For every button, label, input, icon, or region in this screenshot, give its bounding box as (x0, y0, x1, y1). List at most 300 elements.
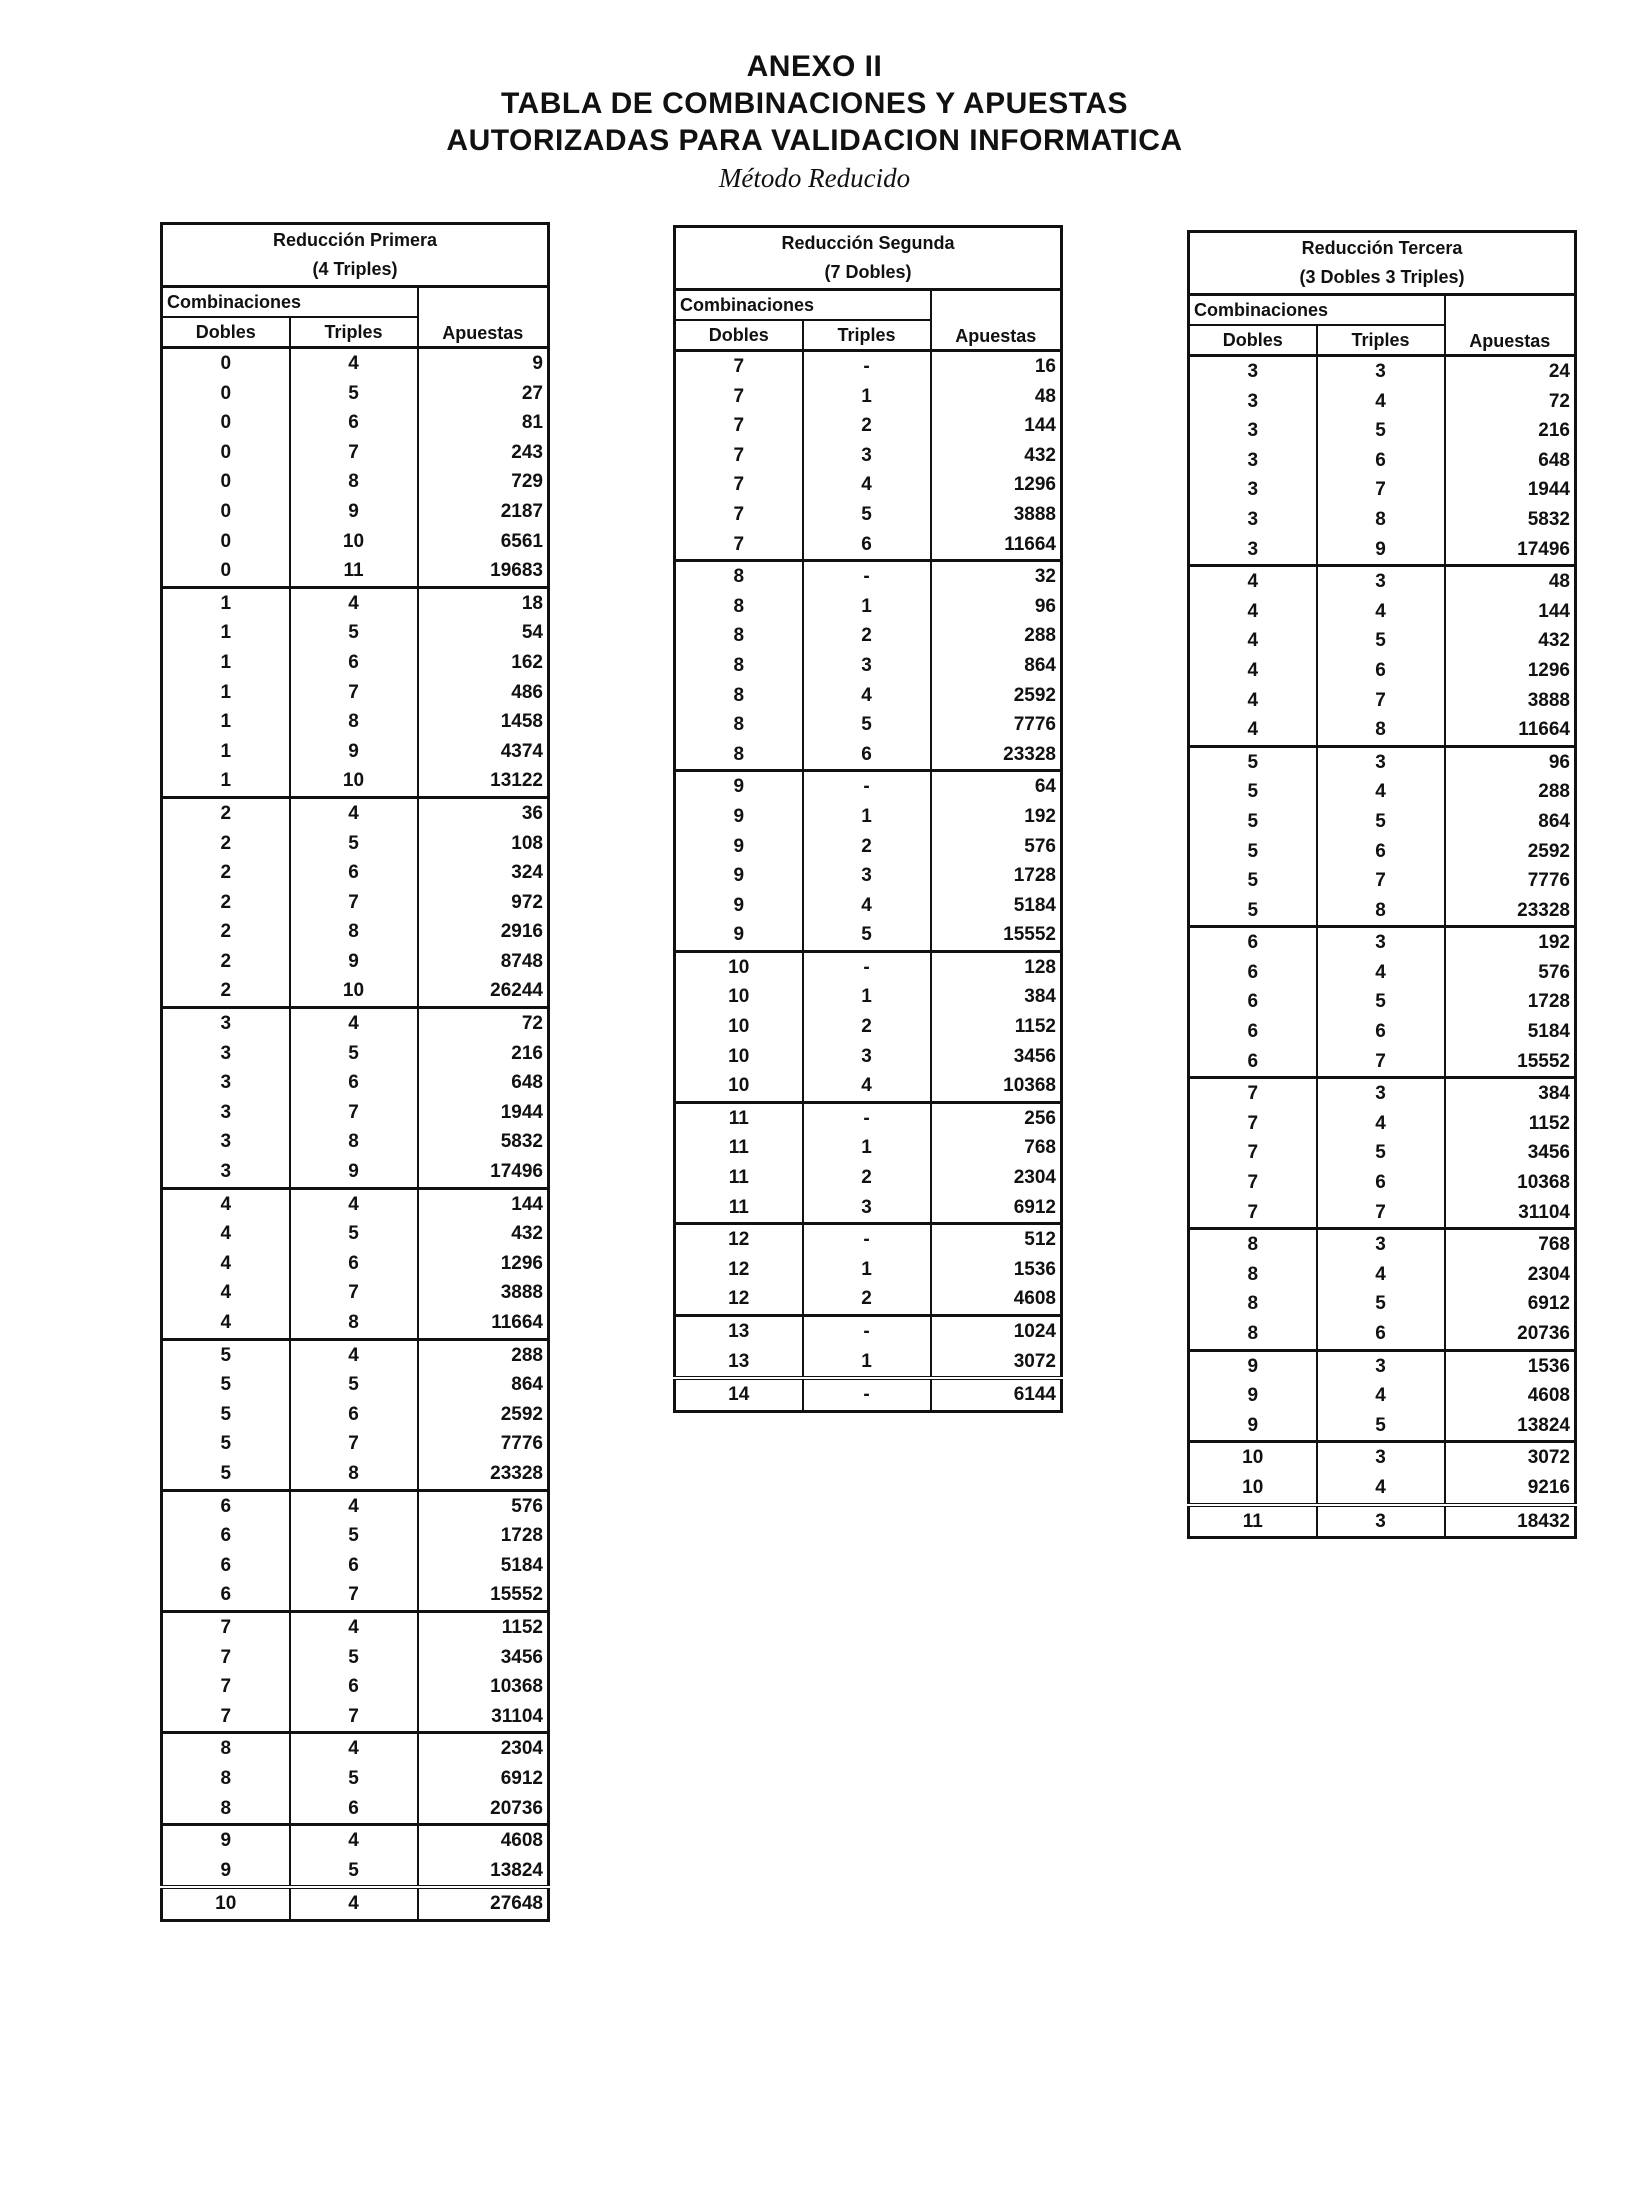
dobles-cell: 8 (675, 621, 803, 651)
triples-cell: 9 (290, 737, 418, 767)
triples-cell: 3 (803, 1193, 931, 1224)
dobles-cell: 7 (1189, 1168, 1317, 1198)
triples-cell: 6 (1317, 1319, 1445, 1350)
apuestas-cell: 2916 (500, 921, 543, 943)
dobles-cell: 8 (675, 710, 803, 740)
triples-cell: 4 (1317, 1473, 1445, 1505)
apuestas-cell: 144 (418, 1188, 549, 1219)
table-row (1189, 777, 1576, 807)
dobles-cell: 5 (162, 1400, 290, 1430)
table-row (162, 1039, 549, 1069)
triples-cell: - (803, 951, 931, 982)
table-row (162, 888, 549, 918)
dobles-cell: 3 (1189, 356, 1317, 387)
dobles-cell: 6 (1189, 987, 1317, 1017)
table-row (675, 710, 1062, 740)
dobles-cell: 1 (162, 618, 290, 648)
table-row (162, 1856, 549, 1888)
apuestas-cell: 192 (1445, 927, 1576, 958)
dobles-cell: 9 (675, 920, 803, 951)
dobles-cell: 10 (675, 1042, 803, 1072)
reduction-detail: (3 Dobles 3 Triples) (1299, 267, 1465, 287)
dobles-cell: 6 (162, 1580, 290, 1611)
dobles-cell: 9 (675, 771, 803, 802)
dobles-cell: 4 (1189, 597, 1317, 627)
dobles-cell: 11 (675, 1102, 803, 1133)
dobles-cell: 8 (675, 651, 803, 681)
triples-cell: 8 (290, 1308, 418, 1339)
dobles-cell: 3 (1189, 535, 1317, 566)
table-row (675, 651, 1062, 681)
dobles-cell: 1 (162, 766, 290, 797)
dobles-cell: 5 (1189, 777, 1317, 807)
triples-cell: 5 (290, 1643, 418, 1673)
dobles-cell: 8 (675, 740, 803, 771)
dobles-cell: 6 (1189, 927, 1317, 958)
dobles-cell: 9 (675, 861, 803, 891)
apuestas-header: Apuestas (1445, 295, 1576, 356)
triples-cell: 3 (1317, 566, 1445, 597)
apuestas-cell: 1152 (1014, 1016, 1056, 1038)
apuestas-cell: 6561 (500, 530, 543, 552)
triples-cell: 3 (1317, 746, 1445, 777)
reduccion-tercera-table (1187, 230, 1577, 1539)
table-row (162, 1098, 549, 1128)
triples-cell: 6 (290, 1249, 418, 1279)
triples-cell: 6 (803, 530, 931, 561)
dobles-cell: 2 (162, 797, 290, 828)
apuestas-cell: 23328 (1517, 899, 1570, 921)
triples-cell: 4 (1317, 777, 1445, 807)
table-row (162, 1580, 549, 1611)
triples-cell: 2 (803, 1012, 931, 1042)
apuestas-cell: 19683 (490, 560, 543, 582)
table-row (1189, 626, 1576, 656)
combinaciones-header: Combinaciones (675, 290, 931, 321)
triples-cell: 4 (290, 1611, 418, 1642)
triples-cell: 8 (1317, 715, 1445, 746)
table-row (162, 1643, 549, 1673)
table-row (162, 1370, 549, 1400)
triples-cell: 5 (1317, 807, 1445, 837)
triples-cell: 7 (290, 1702, 418, 1733)
apuestas-cell: 7776 (500, 1433, 543, 1455)
triples-cell: 4 (290, 1887, 418, 1920)
table-row (162, 587, 549, 618)
dobles-cell: 7 (1189, 1078, 1317, 1109)
triples-cell: 3 (1317, 356, 1445, 387)
triples-cell: - (803, 1378, 931, 1411)
dobles-cell: 7 (162, 1611, 290, 1642)
reduction-name: Reducción Tercera (1301, 238, 1463, 258)
table-row (675, 1193, 1062, 1224)
triples-cell: 7 (1317, 1047, 1445, 1078)
dobles-cell: 5 (162, 1459, 290, 1490)
reduction-name: Reducción Primera (272, 230, 438, 250)
apuestas-cell: 3072 (1013, 1350, 1056, 1372)
triples-cell: 4 (290, 1008, 418, 1039)
apuestas-cell: 5184 (1527, 1021, 1570, 1043)
apuestas-cell: 24 (1548, 361, 1570, 382)
triples-cell: 3 (1317, 1078, 1445, 1109)
table-row (675, 1224, 1062, 1255)
table-row (675, 1042, 1062, 1072)
table-row (1189, 958, 1576, 988)
apuestas-cell: 216 (511, 1042, 543, 1064)
apuestas-cell: 768 (1024, 1137, 1056, 1159)
triples-cell: - (803, 351, 931, 382)
apuestas-cell: 5832 (500, 1131, 543, 1153)
apuestas-cell: 4608 (1013, 1288, 1056, 1310)
apuestas-cell: 31104 (491, 1705, 543, 1727)
triples-cell: 4 (290, 1490, 418, 1521)
table-row (162, 1551, 549, 1581)
table-row (162, 379, 549, 409)
table-row (162, 1219, 549, 1249)
triples-cell: 4 (290, 348, 418, 379)
dobles-cell: 1 (162, 707, 290, 737)
dobles-cell: 10 (675, 951, 803, 982)
dobles-cell: 8 (675, 561, 803, 592)
table-row (1189, 746, 1576, 777)
apuestas-cell: 96 (1445, 746, 1576, 777)
apuestas-cell: 15552 (1003, 924, 1056, 946)
table-row (162, 438, 549, 468)
triples-cell: 5 (1317, 1411, 1445, 1442)
triples-cell: 6 (1317, 1168, 1445, 1198)
triples-cell: 5 (803, 710, 931, 740)
triples-cell: 3 (803, 441, 931, 471)
apuestas-cell: 10368 (1003, 1075, 1056, 1097)
apuestas-cell: 10368 (1517, 1172, 1570, 1194)
table-row (1189, 475, 1576, 505)
table-row (1189, 656, 1576, 686)
triples-cell: 6 (1317, 656, 1445, 686)
apuestas-header: Apuestas (931, 290, 1062, 351)
triples-cell: 6 (290, 1400, 418, 1430)
apuestas-cell: 486 (511, 681, 543, 703)
triples-cell: 5 (1317, 1289, 1445, 1319)
triples-cell: 8 (290, 467, 418, 497)
dobles-cell: 8 (1189, 1319, 1317, 1350)
apuestas-cell: 2592 (1013, 684, 1056, 706)
triples-cell: 4 (290, 1188, 418, 1219)
triples-cell: 1 (803, 1255, 931, 1285)
table-row (675, 621, 1062, 651)
triples-cell: 8 (1317, 896, 1445, 927)
dobles-cell: 0 (162, 497, 290, 527)
table-row (1189, 987, 1576, 1017)
table-row (162, 917, 549, 947)
table-row (675, 1347, 1062, 1379)
triples-cell: 9 (1317, 535, 1445, 566)
table-row (162, 1127, 549, 1157)
dobles-cell: 7 (1189, 1138, 1317, 1168)
triples-cell: 1 (803, 802, 931, 832)
apuestas-cell: 2187 (500, 500, 543, 522)
triples-cell: 3 (1317, 927, 1445, 958)
dobles-cell: 4 (162, 1249, 290, 1279)
apuestas-cell: 6912 (500, 1767, 543, 1789)
dobles-cell: 2 (162, 976, 290, 1007)
dobles-cell: 7 (675, 351, 803, 382)
apuestas-cell: 23328 (1003, 743, 1056, 765)
dobles-cell: 3 (162, 1127, 290, 1157)
dobles-cell: 5 (162, 1370, 290, 1400)
dobles-cell: 1 (162, 678, 290, 708)
table-row (162, 976, 549, 1007)
dobles-cell: 5 (1189, 807, 1317, 837)
dobles-cell: 7 (1189, 1198, 1317, 1229)
apuestas-cell: 6912 (1013, 1196, 1056, 1218)
triples-cell: 5 (1317, 987, 1445, 1017)
apuestas-cell: 384 (1024, 986, 1056, 1008)
table-row (675, 1071, 1062, 1102)
triples-cell: 5 (290, 1370, 418, 1400)
triples-cell: 6 (290, 858, 418, 888)
table-row (162, 737, 549, 767)
dobles-cell: 5 (1189, 746, 1317, 777)
triples-cell: - (803, 1102, 931, 1133)
dobles-cell: 9 (675, 891, 803, 921)
table-row (162, 1794, 549, 1825)
dobles-cell: 1 (162, 587, 290, 618)
apuestas-cell: 5184 (500, 1554, 543, 1576)
triples-cell: 4 (1317, 1381, 1445, 1411)
dobles-cell: 10 (1189, 1442, 1317, 1473)
triples-cell: 10 (290, 527, 418, 557)
apuestas-cell: 9 (532, 353, 543, 374)
table-row (162, 829, 549, 859)
apuestas-cell: 288 (418, 1339, 549, 1370)
triples-cell: 7 (290, 678, 418, 708)
triples-cell: 3 (803, 1042, 931, 1072)
apuestas-cell: 144 (1538, 600, 1570, 622)
table-row (162, 1521, 549, 1551)
dobles-cell: 3 (1189, 387, 1317, 417)
table-row (1189, 1078, 1576, 1109)
apuestas-cell: 48 (1034, 385, 1056, 407)
apuestas-cell: 4608 (1527, 1385, 1570, 1407)
triples-cell: 1 (803, 1133, 931, 1163)
table-row (162, 1672, 549, 1702)
triples-cell: 5 (290, 829, 418, 859)
dobles-cell: 0 (162, 408, 290, 438)
apuestas-cell: 36 (418, 797, 549, 828)
combinaciones-header: Combinaciones (162, 287, 418, 318)
apuestas-cell: 6144 (931, 1378, 1062, 1411)
apuestas-cell: 576 (418, 1490, 549, 1521)
triples-cell: 1 (803, 982, 931, 1012)
dobles-cell: 3 (162, 1098, 290, 1128)
dobles-cell: 4 (1189, 656, 1317, 686)
apuestas-cell: 3888 (1527, 689, 1570, 711)
dobles-cell: 10 (675, 1071, 803, 1102)
table-row (162, 1702, 549, 1733)
dobles-cell: 8 (162, 1764, 290, 1794)
table-row (675, 351, 1062, 382)
apuestas-cell: 1536 (1013, 1258, 1056, 1280)
dobles-cell: 5 (1189, 896, 1317, 927)
table-row (675, 1163, 1062, 1193)
apuestas-cell: 72 (1548, 390, 1570, 412)
triples-cell: 4 (1317, 1260, 1445, 1290)
triples-cell: 5 (1317, 1138, 1445, 1168)
triples-cell: 4 (290, 1733, 418, 1764)
table-row (675, 861, 1062, 891)
apuestas-cell: 1536 (1445, 1350, 1576, 1381)
table-row (162, 618, 549, 648)
apuestas-cell: 16 (1034, 356, 1056, 377)
table-row (162, 678, 549, 708)
apuestas-cell: 1024 (931, 1316, 1062, 1347)
table-row (1189, 1473, 1576, 1505)
table-row (1189, 1168, 1576, 1198)
table-row (675, 500, 1062, 530)
table-row (1189, 1138, 1576, 1168)
table-row (1189, 1381, 1576, 1411)
table-row (1189, 387, 1576, 417)
triples-cell: 5 (290, 1856, 418, 1888)
triples-cell: 1 (803, 382, 931, 412)
apuestas-cell: 9216 (1527, 1476, 1570, 1498)
table-row (675, 951, 1062, 982)
triples-cell: - (803, 561, 931, 592)
triples-cell: 7 (1317, 1198, 1445, 1229)
table-row (1189, 1229, 1576, 1260)
dobles-cell: 9 (1189, 1411, 1317, 1442)
table-row (162, 648, 549, 678)
table-row (675, 561, 1062, 592)
triples-cell: 8 (290, 1459, 418, 1490)
dobles-cell: 0 (162, 438, 290, 468)
table-row (162, 1188, 549, 1219)
apuestas-cell: 13122 (490, 770, 543, 792)
table-row (1189, 866, 1576, 896)
table-row (675, 1378, 1062, 1411)
dobles-cell: 10 (1189, 1473, 1317, 1505)
triples-cell: 6 (290, 1551, 418, 1581)
dobles-cell: 2 (162, 888, 290, 918)
apuestas-cell: 2592 (500, 1403, 543, 1425)
dobles-cell: 9 (675, 802, 803, 832)
table-row (675, 1012, 1062, 1042)
triples-cell: 4 (1317, 1109, 1445, 1139)
apuestas-cell: 18 (418, 587, 549, 618)
dobles-cell: 0 (162, 379, 290, 409)
table-row (1189, 1319, 1576, 1350)
dobles-cell: 3 (1189, 416, 1317, 446)
apuestas-cell: 1944 (500, 1101, 543, 1123)
table-title (675, 227, 1062, 290)
triples-cell: 4 (290, 797, 418, 828)
dobles-cell: 8 (675, 592, 803, 622)
dobles-cell: 6 (1189, 958, 1317, 988)
table-row (675, 441, 1062, 471)
dobles-cell: 6 (162, 1551, 290, 1581)
table-row (675, 1133, 1062, 1163)
triples-cell: 9 (290, 947, 418, 977)
apuestas-cell: 7776 (1527, 870, 1570, 892)
dobles-cell: 4 (1189, 715, 1317, 746)
dobles-cell: 2 (162, 947, 290, 977)
dobles-cell: 3 (1189, 505, 1317, 535)
apuestas-cell: 3456 (1527, 1142, 1570, 1164)
dobles-cell: 12 (675, 1224, 803, 1255)
table-row (162, 1611, 549, 1642)
triples-cell: 8 (1317, 505, 1445, 535)
triples-cell: 9 (290, 1157, 418, 1188)
document-header (0, 48, 1629, 195)
apuestas-cell: 3456 (1013, 1045, 1056, 1067)
triples-cell: 4 (1317, 958, 1445, 988)
dobles-cell: 7 (675, 441, 803, 471)
apuestas-cell: 144 (1024, 415, 1056, 437)
triples-cell: 5 (1317, 416, 1445, 446)
table-title (162, 224, 549, 287)
table-row (675, 1255, 1062, 1285)
apuestas-cell: 8748 (500, 950, 543, 972)
apuestas-cell: 256 (931, 1102, 1062, 1133)
apuestas-cell: 31104 (1518, 1201, 1570, 1223)
dobles-cell: 3 (162, 1039, 290, 1069)
table-row (1189, 927, 1576, 958)
apuestas-cell: 2304 (1527, 1263, 1570, 1285)
dobles-cell: 6 (162, 1521, 290, 1551)
table-row (1189, 807, 1576, 837)
table-title-line1: TABLA DE COMBINACIONES Y APUESTAS (500, 87, 1129, 120)
triples-cell: 5 (290, 618, 418, 648)
table-row (1189, 1260, 1576, 1290)
table-row (1189, 446, 1576, 476)
dobles-cell: 13 (675, 1316, 803, 1347)
dobles-cell: 1 (162, 737, 290, 767)
dobles-cell: 4 (162, 1188, 290, 1219)
reduccion-segunda-table (673, 225, 1063, 1413)
apuestas-cell: 11664 (491, 1312, 543, 1333)
table-row (162, 1429, 549, 1459)
table-row (1189, 597, 1576, 627)
table-row (675, 592, 1062, 622)
table-row (162, 1733, 549, 1764)
apuestas-cell: 432 (511, 1223, 543, 1245)
apuestas-header: Apuestas (418, 287, 549, 348)
apuestas-cell: 1944 (1527, 479, 1570, 501)
table-row (1189, 1442, 1576, 1473)
apuestas-cell: 864 (511, 1374, 543, 1396)
table-row (1189, 1047, 1576, 1078)
table-row (1189, 837, 1576, 867)
dobles-cell: 7 (1189, 1109, 1317, 1139)
table-title-line2: AUTORIZADAS PARA VALIDACION INFORMATICA (446, 124, 1183, 157)
reduccion-primera-table (160, 222, 550, 1922)
apuestas-cell: 23328 (490, 1462, 543, 1484)
apuestas-cell: 1296 (1013, 474, 1056, 496)
table-row (1189, 1411, 1576, 1442)
apuestas-cell: 1152 (1528, 1112, 1570, 1134)
triples-cell: 8 (290, 1127, 418, 1157)
table-row (162, 467, 549, 497)
dobles-cell: 3 (162, 1008, 290, 1039)
table-row (1189, 896, 1576, 927)
apuestas-cell: 432 (1024, 444, 1056, 466)
table-row (675, 1284, 1062, 1315)
triples-cell: 1 (803, 1347, 931, 1379)
apuestas-cell: 11664 (1004, 533, 1056, 555)
apuestas-cell: 512 (931, 1224, 1062, 1255)
table-row (162, 1278, 549, 1308)
apuestas-cell: 1296 (500, 1252, 543, 1274)
